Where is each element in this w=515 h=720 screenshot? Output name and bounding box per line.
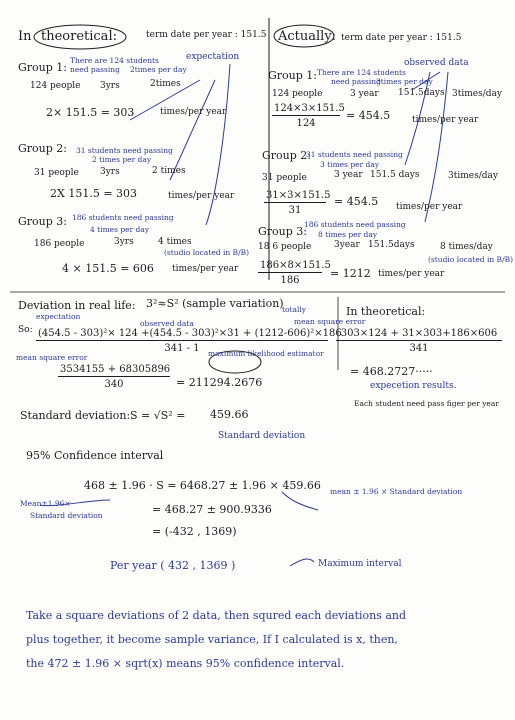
left-g3-times: 4 times bbox=[158, 237, 192, 247]
stddev-formula: S = √S² = bbox=[130, 409, 186, 422]
right-g3-den: 186 bbox=[280, 275, 300, 286]
right-g3-unit: times/per year bbox=[378, 269, 445, 279]
right-g1-result: = 454.5 bbox=[346, 109, 391, 122]
right-g1-note3: 3times per day bbox=[376, 77, 433, 86]
left-g3-note1: 186 students need passing bbox=[72, 213, 174, 222]
right-g2-num: 31×3×151.5 bbox=[266, 190, 331, 201]
right-g1-times: 3times/day bbox=[452, 89, 502, 99]
left-g1-title: Group 1: bbox=[18, 61, 67, 74]
left-g3-title: Group 3: bbox=[18, 215, 67, 228]
stddev-caption: Standard deviation bbox=[218, 431, 306, 441]
left-g3-studio: (studio located in B/B) bbox=[164, 248, 250, 257]
right-g2-times: 3times/day bbox=[448, 171, 498, 181]
theory-mean-num: 303×124 + 31×303+186×606 bbox=[336, 328, 502, 341]
right-observed-label: observed data bbox=[404, 58, 469, 68]
left-g3-calc: 4 × 151.5 = 606 bbox=[62, 262, 154, 275]
deviation-denominator: 341 - 1 bbox=[164, 343, 200, 354]
right-g1-title: Group 1: bbox=[268, 69, 317, 82]
right-g3-fraction bbox=[258, 260, 331, 286]
right-g1-num: 124×3×151.5 bbox=[274, 103, 345, 114]
right-g3-yrs: 3year bbox=[334, 240, 360, 250]
right-g2-title: Group 2: bbox=[262, 149, 311, 162]
confidence-left-note2: Standard deviation bbox=[30, 511, 103, 520]
deviation-formula: 3²≈S² (sample variation) bbox=[146, 297, 284, 310]
right-g2-note2: 3 times per day bbox=[320, 160, 380, 169]
deviation-frac2-den: 340 bbox=[104, 379, 124, 390]
summary-line-2: plus together, it become sample variance, If I calculated is x, then, bbox=[26, 633, 398, 646]
right-g3-times: 8 times/day bbox=[440, 242, 493, 252]
right-g2-yrs: 3 year bbox=[334, 170, 363, 180]
left-heading-boxed: theoretical: bbox=[41, 29, 117, 44]
left-g3-unit: times/per year bbox=[172, 264, 239, 274]
left-g1-people: 124 people bbox=[30, 81, 81, 91]
confidence-left-note1: Mean±1.96× bbox=[20, 499, 71, 508]
right-g1-note1: There are 124 students bbox=[317, 68, 406, 77]
left-g1-note2: need passing bbox=[70, 65, 120, 74]
observed-note: observed data bbox=[140, 319, 194, 328]
theory-mean-fraction bbox=[336, 328, 502, 354]
left-heading: In bbox=[18, 29, 32, 44]
right-g1-note2: need passing bbox=[331, 77, 381, 86]
left-g1-note3: 2times per day bbox=[130, 65, 187, 74]
right-g2-note1: 31 students need passing bbox=[306, 150, 403, 159]
mean-square-error-note: mean square error bbox=[294, 317, 366, 326]
left-g3-yrs: 3yrs bbox=[114, 237, 134, 247]
per-year-interval: Per year ( 432 , 1369 ) bbox=[110, 559, 236, 572]
right-g3-note1: 186 students need passing bbox=[304, 220, 406, 229]
left-term-line: term date per year : 151.5 bbox=[146, 30, 267, 40]
right-g2-fraction bbox=[264, 190, 331, 216]
summary-line-1: Take a square deviations of 2 data, then squred each deviations and bbox=[26, 609, 407, 622]
deviation-result: = 211294.2676 bbox=[176, 376, 263, 389]
right-g2-days: 151.5 days bbox=[370, 170, 420, 180]
confidence-line1-note: mean ± 1.96 × Standard deviation bbox=[330, 487, 463, 496]
left-g1-note1: There are 124 students bbox=[70, 56, 159, 65]
deviation-frac2-num: 3534155 + 68305896 bbox=[60, 364, 171, 375]
right-g3-note2: 8 times per day bbox=[318, 230, 378, 239]
left-g3-note2: 4 times per day bbox=[90, 225, 150, 234]
theory-mean-den: 341 bbox=[409, 343, 429, 354]
right-g2-result: = 454.5 bbox=[334, 195, 379, 208]
left-expectation-label: expectation bbox=[186, 52, 240, 62]
theory-mean-note: Each student need pass figer per year bbox=[354, 399, 499, 408]
left-g2-times: 2 times bbox=[152, 166, 186, 176]
confidence-label: 95% Confidence interval bbox=[26, 449, 164, 462]
right-g3-result: = 1212 bbox=[330, 267, 371, 280]
right-g3-num: 186×8×151.5 bbox=[260, 260, 331, 271]
left-g1-times: 2times bbox=[150, 79, 181, 89]
summary-line-3: the 472 ± 1.96 × sqrt(x) means 95% confidence interval. bbox=[26, 657, 345, 670]
left-g1-unit: times/per year bbox=[160, 107, 227, 117]
right-g2-unit: times/per year bbox=[396, 202, 463, 212]
maximum-interval-note: Maximum interval bbox=[318, 559, 402, 569]
confidence-line3: = (-432 , 1369) bbox=[152, 525, 237, 538]
left-g2-note2: 2 times per day bbox=[92, 155, 152, 164]
mean-square-err-note: mean square error bbox=[16, 353, 88, 362]
left-g2-people: 31 people bbox=[34, 168, 79, 178]
left-g1-calc: 2× 151.5 = 303 bbox=[46, 106, 135, 119]
left-g2-unit: times/per year bbox=[168, 191, 235, 201]
right-g1-unit: times/per year bbox=[412, 115, 479, 125]
totally-note: totally bbox=[282, 305, 307, 314]
left-g3-people: 186 people bbox=[34, 239, 85, 249]
so-label: So: bbox=[18, 325, 33, 335]
mle-note: maximum likelihood estimator bbox=[208, 349, 324, 358]
left-g1-yrs: 3yrs bbox=[100, 81, 120, 91]
right-g1-people: 124 people bbox=[272, 89, 323, 99]
right-g2-people: 31 people bbox=[262, 173, 307, 183]
right-term-line: term date per year : 151.5 bbox=[341, 33, 462, 43]
right-g1-den: 124 bbox=[296, 118, 316, 129]
right-g1-yrs: 3 year bbox=[350, 89, 379, 99]
stddev-label: Standard deviation: bbox=[20, 409, 131, 422]
left-g2-title: Group 2: bbox=[18, 142, 67, 155]
right-g3-title: Group 3: bbox=[258, 225, 307, 238]
stddev-value: 459.66 bbox=[210, 408, 249, 421]
right-g3-people: 18 6 people bbox=[258, 242, 312, 252]
right-g1-days: 151.5days bbox=[398, 88, 445, 98]
theory-mean-label: In theoretical: bbox=[346, 305, 426, 318]
theory-mean-caption: expecetion results. bbox=[370, 381, 457, 391]
right-g2-den: 31 bbox=[288, 205, 302, 216]
deviation-label: Deviation in real life: bbox=[18, 299, 136, 312]
expectation-note: expectation bbox=[36, 312, 81, 321]
right-heading: Actually: bbox=[278, 29, 337, 44]
right-g3-studio: (studio located in B/B) bbox=[428, 255, 514, 264]
theory-mean-result: = 468.2727····· bbox=[350, 365, 433, 378]
right-g3-days: 151.5days bbox=[368, 240, 415, 250]
confidence-line2: = 468.27 ± 900.9336 bbox=[152, 503, 272, 516]
deviation-numerator: (454.5 - 303)²× 124 +(454.5 - 303)²×31 + (1212-606)²×186 bbox=[38, 328, 342, 339]
left-g2-note1: 31 students need passing bbox=[76, 146, 173, 155]
left-g2-calc: 2X 151.5 = 303 bbox=[50, 187, 138, 200]
right-g1-fraction bbox=[272, 103, 345, 129]
deviation-fraction-2 bbox=[58, 364, 170, 390]
confidence-line1: 468 ± 1.96 · S = 6468.27 ± 1.96 × 459.66 bbox=[84, 479, 321, 492]
left-g2-yrs: 3yrs bbox=[100, 167, 120, 177]
